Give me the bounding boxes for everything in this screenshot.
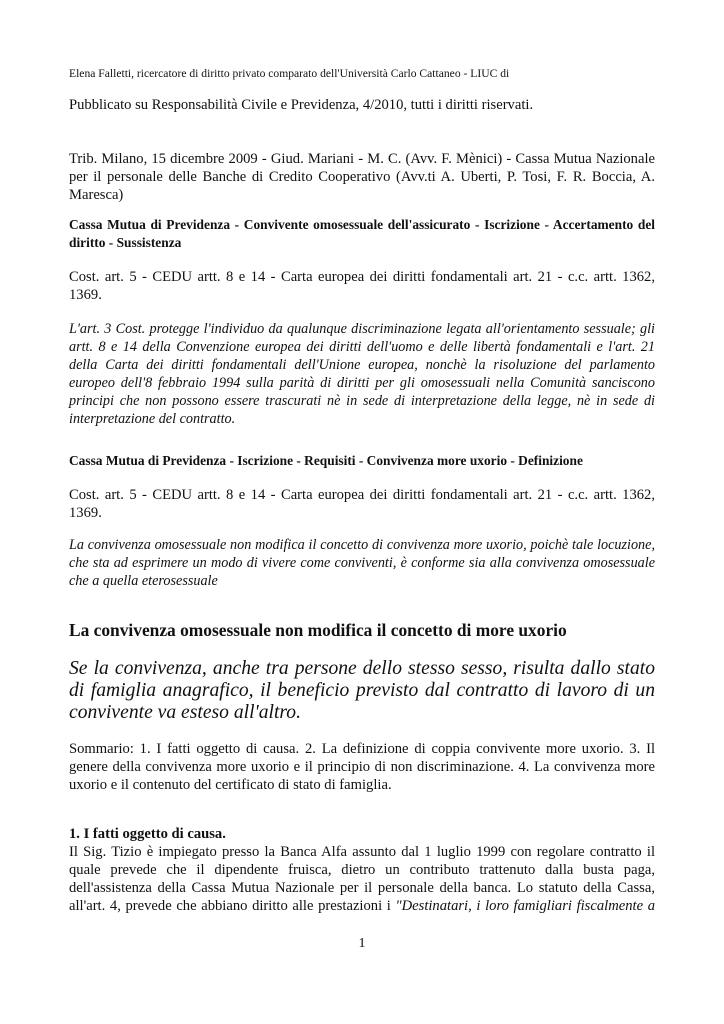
section-1-heading: 1. I fatti oggetto di causa. xyxy=(69,826,226,842)
section-1-text: Il Sig. Tizio è impiegato presso la Banca Alfa assunto dal 1 luglio 1999 con regolare contratto il quale prevede che il dipendente fruisca, dietro un contributo trattenuto dalla busta paga, dell'assistenza della Cassa Mutua Nazionale per il personale della banca. Lo statuto della Cassa, all'art. 4, prevede che abbiano diritto alle prestazioni i xyxy=(69,844,655,914)
massima-2-title: Cassa Mutua di Previdenza - Iscrizione - Requisiti - Convivenza more uxorio - Definizione xyxy=(69,453,583,468)
author-note: Elena Falletti, ricercatore di diritto privato comparato dell'Università Carlo Cattaneo - LIUC di xyxy=(69,67,510,80)
article-subtitle: Se la convivenza, anche tra persone dello stesso sesso, risulta dallo stato di famiglia anagrafico, il beneficio previsto dal contratto di lavoro di un convivente va esteso all'altro. xyxy=(69,658,655,723)
case-reference: Trib. Milano, 15 dicembre 2009 - Giud. Mariani - M. C. (Avv. F. Mènici) - Cassa Mutua Nazionale per il personale delle Banche di Credito Cooperativo (Avv.ti A. Uberti, P. Tosi, F. R. Boccia, A. Maresca) xyxy=(69,151,655,203)
massima-1-text: L'art. 3 Cost. protegge l'individuo da qualunque discriminazione legata all'orientamento sessuale; gli artt. 8 e 14 della Convenzione europea dei diritti dell'uomo e delle libertà fondamentali e l'art. 21 della Carta dei diritti fondamentali dell'Unione europea, nonchè la risoluzione del parlamento europeo dell'8 febbraio 1994 sulla parità di diritti per gli omosessuali nella Comunità sanciscono principi che non possono essere trascurati nè in sede di interpretazione della legge, nè in sede di interpretazione del contratto. xyxy=(69,321,655,428)
section-1-quote: "Destinatari, i loro famigliari fiscalmente a xyxy=(395,898,655,914)
section-1 xyxy=(69,825,655,915)
page-number: 1 xyxy=(358,936,366,951)
article-title: La convivenza omosessuale non modifica il concetto di more uxorio xyxy=(69,620,567,640)
massima-1-title: Cassa Mutua di Previdenza - Convivente omosessuale dell'assicurato - Iscrizione - Accertamento del diritto - Sussistenza xyxy=(69,217,655,250)
article-summary: Sommario: 1. I fatti oggetto di causa. 2. La definizione di coppia convivente more uxorio. 3. Il genere della convivenza more uxorio e il principio di non discriminazione. 4. La convivenza more uxorio e il contenuto del certificato di stato di famiglia. xyxy=(69,741,655,793)
section-1-body xyxy=(69,843,655,915)
massima-2-text: La convivenza omosessuale non modifica il concetto di convivenza more uxorio, poichè tale locuzione, che sta ad esprimere un modo di vivere come conviventi, è conforme sia alla convivenza omosessuale che a quella eterosessuale xyxy=(69,537,655,590)
publication-note: Pubblicato su Responsabilità Civile e Previdenza, 4/2010, tutti i diritti riservati. xyxy=(69,97,534,113)
massima-1-refs: Cost. art. 5 - CEDU artt. 8 e 14 - Carta europea dei diritti fondamentali art. 21 - c.c. artt. 1362, 1369. xyxy=(69,269,655,303)
massima-2-refs: Cost. art. 5 - CEDU artt. 8 e 14 - Carta europea dei diritti fondamentali art. 21 - c.c. artt. 1362, 1369. xyxy=(69,487,655,521)
